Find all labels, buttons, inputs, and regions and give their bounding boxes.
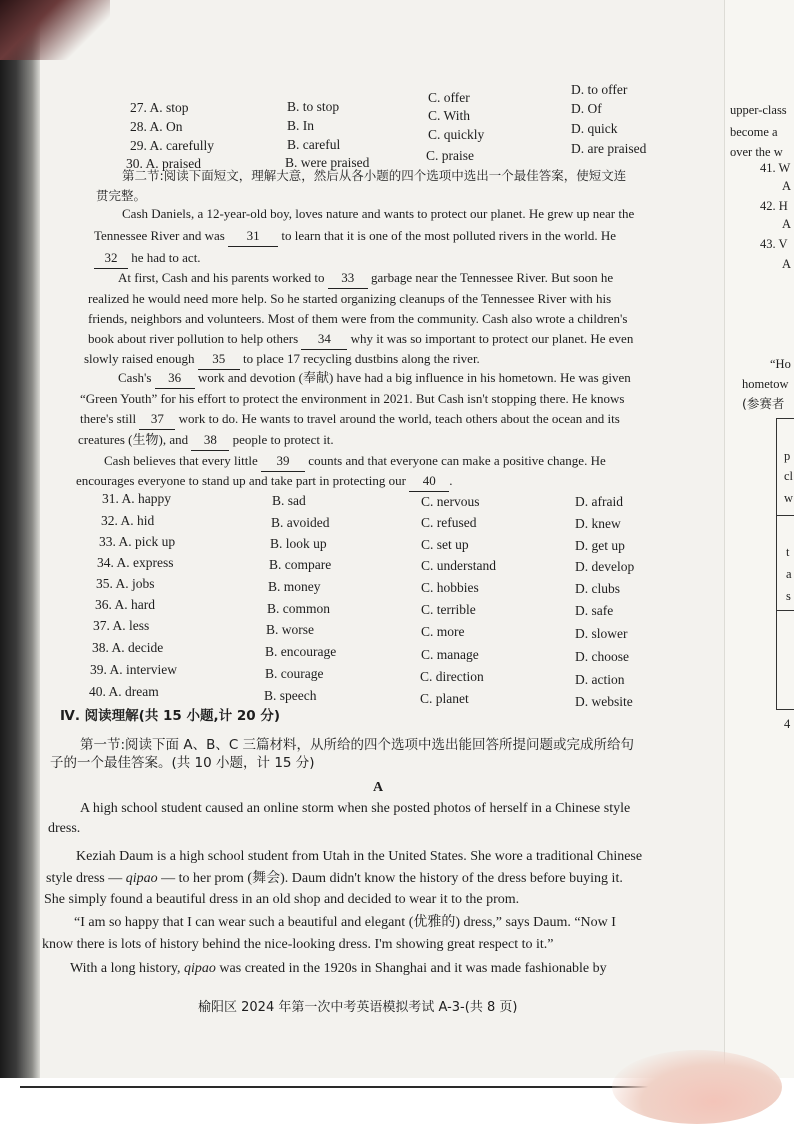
option-d: D. clubs xyxy=(575,581,620,596)
option-29-d: D. quick xyxy=(571,121,618,136)
passage-line: At first, Cash and his parents worked to 33 garbage near the Tennessee River. But soon he xyxy=(118,268,613,289)
adjacent-text: “Ho xyxy=(770,357,791,371)
blank-33: 33 xyxy=(328,268,368,289)
option-30-c: C. praise xyxy=(426,148,474,163)
option-c: C. hobbies xyxy=(421,580,479,595)
option-a: 38. A. decide xyxy=(92,640,164,655)
option-a: 33. A. pick up xyxy=(99,534,176,549)
option-c: C. nervous xyxy=(421,494,480,509)
passage-a-line: know there is lots of history behind the nice-looking dress. I'm showing great respect to it.” xyxy=(42,937,554,952)
option-c: C. terrible xyxy=(421,602,476,617)
table-cell-text: p xyxy=(784,449,791,463)
option-d: D. slower xyxy=(575,626,628,641)
adjacent-text: become a xyxy=(730,125,778,139)
option-a: 36. A. hard xyxy=(95,597,155,612)
passage-line: friends, neighbors and volunteers. Most of them were from the community. Cash also wrote a children's xyxy=(88,311,628,326)
option-a: 34. A. express xyxy=(97,555,174,570)
option-b: B. compare xyxy=(269,557,332,572)
passage-a-line: “I am so happy that I can wear such a beautiful and elegant (优雅的) dress,” says Daum. “Now I xyxy=(74,915,616,930)
option-c: C. set up xyxy=(421,537,469,552)
option-b: B. avoided xyxy=(271,515,330,530)
blank-35: 35 xyxy=(198,349,240,370)
section2-instruction: 第二节:阅读下面短文，理解大意，然后从各小题的四个选项中选出一个最佳答案，使短文连 xyxy=(122,168,627,183)
option-b: B. sad xyxy=(272,493,306,508)
adjacent-text: hometow xyxy=(742,377,789,391)
passage-a-line: dress. xyxy=(48,821,81,836)
passage-line: 32 he had to act. xyxy=(94,248,201,269)
finger-blur xyxy=(612,1050,782,1124)
option-d: D. afraid xyxy=(575,494,623,509)
option-c: C. direction xyxy=(420,669,484,684)
option-b: B. speech xyxy=(264,688,317,703)
option-a: 31. A. happy xyxy=(102,491,171,506)
blank-37: 37 xyxy=(139,409,175,430)
adjacent-question: 42. H xyxy=(760,199,788,213)
option-b: B. encourage xyxy=(265,644,337,659)
table-cell-text: a xyxy=(786,567,792,581)
table-cell-text: t xyxy=(786,545,790,559)
option-a: 32. A. hid xyxy=(101,513,155,528)
option-28-c: C. With xyxy=(428,108,470,123)
passage-line: encourages everyone to stand up and take part in protecting our 40 . xyxy=(76,471,452,492)
option-d: D. choose xyxy=(575,649,629,664)
page-bottom-edge xyxy=(20,1086,700,1088)
option-30-a: 30. A. praised xyxy=(126,156,201,171)
table-cell-text: s xyxy=(786,589,791,603)
section4-title: Ⅳ. 阅读理解(共 15 小题,计 20 分) xyxy=(60,708,281,724)
option-a: 37. A. less xyxy=(93,618,150,633)
option-c: C. refused xyxy=(421,515,477,530)
passage-a-line: style dress — qipao — to her prom (舞会). Daum didn't know the history of the dress before buying it. xyxy=(46,871,623,886)
table-cell-text: w xyxy=(784,491,794,505)
option-b: B. worse xyxy=(266,622,314,637)
passage-line: there's still 37 work to do. He wants to travel around the world, teach others about the ocean and its xyxy=(80,409,620,430)
option-c: C. understand xyxy=(421,558,496,573)
option-27-a: 27. A. stop xyxy=(130,100,189,115)
passage-line: realized he would need more help. So he started organizing cleanups of the Tennessee River with his xyxy=(88,291,612,306)
option-b: B. common xyxy=(267,601,330,616)
option-28-b: B. In xyxy=(287,118,314,133)
option-d: D. action xyxy=(575,672,625,687)
adjacent-question: 41. W xyxy=(760,161,791,175)
blank-31: 31 xyxy=(228,226,278,247)
adjacent-option: A xyxy=(782,217,792,231)
passage-line: slowly raised enough 35 to place 17 recycling dustbins along the river. xyxy=(84,349,480,370)
table-divider xyxy=(776,610,794,611)
option-29-a: 29. A. carefully xyxy=(130,138,214,153)
passage-line: creatures (生物), and 38 people to protect it. xyxy=(78,430,334,451)
option-30-d: D. are praised xyxy=(571,141,647,156)
passage-a-heading: A xyxy=(373,780,384,795)
page-corner-shadow xyxy=(0,0,110,60)
blank-32: 32 xyxy=(94,248,128,269)
option-b: B. courage xyxy=(265,666,324,681)
option-29-b: B. careful xyxy=(287,137,341,152)
option-a: 35. A. jobs xyxy=(96,576,155,591)
option-a: 40. A. dream xyxy=(89,684,159,699)
option-c: C. planet xyxy=(420,691,469,706)
option-d: D. develop xyxy=(575,559,635,574)
adjacent-text: 4 xyxy=(784,717,791,731)
option-d: D. get up xyxy=(575,538,625,553)
adjacent-text: over the w xyxy=(730,145,783,159)
adjacent-text: upper-class xyxy=(730,103,787,117)
option-c: C. more xyxy=(421,624,465,639)
blank-36: 36 xyxy=(155,368,195,389)
option-28-d: D. Of xyxy=(571,101,602,116)
passage-line: Cash believes that every little 39 counts and that everyone can make a positive change. He xyxy=(104,451,606,472)
passage-a-line: Keziah Daum is a high school student from Utah in the United States. She wore a traditional Chinese xyxy=(76,849,643,864)
section2-instruction-cont: 贯完整。 xyxy=(96,188,147,203)
blank-38: 38 xyxy=(191,430,229,451)
option-27-d: D. to offer xyxy=(571,82,628,97)
table-divider xyxy=(776,515,794,516)
passage-a-line: With a long history, qipao was created in the 1920s in Shanghai and it was made fashionable by xyxy=(70,961,607,976)
table-cell-text: cl xyxy=(784,469,794,483)
passage-line: Cash's 36 work and devotion (奉献) have had a big influence in his hometown. He was given xyxy=(118,368,631,389)
blank-34: 34 xyxy=(301,329,347,350)
passage-line: “Green Youth” for his effort to protect the environment in 2021. But Cash isn't stopping there. He knows xyxy=(80,391,625,406)
section4-instruction-cont: 子的一个最佳答案。(共 10 小题，计 15 分) xyxy=(50,755,315,771)
passage-line: book about river pollution to help others 34 why it was so important to protect our planet. He even xyxy=(88,329,633,350)
option-27-b: B. to stop xyxy=(287,99,340,114)
passage-line: Tennessee River and was 31 to learn that it is one of the most polluted rivers in the world. He xyxy=(94,226,616,247)
blank-40: 40 xyxy=(409,471,449,492)
option-d: D. website xyxy=(575,694,633,709)
option-27-c: C. offer xyxy=(428,90,470,105)
adjacent-option: A xyxy=(782,257,792,271)
option-d: D. safe xyxy=(575,603,614,618)
option-b: B. money xyxy=(268,579,321,594)
option-28-a: 28. A. On xyxy=(130,119,183,134)
option-a: 39. A. interview xyxy=(90,662,177,677)
passage-a-line: A high school student caused an online storm when she posted photos of herself in a Chinese style xyxy=(80,801,631,816)
passage-a-line: She simply found a beautiful dress in an old shop and decided to wear it to the prom. xyxy=(44,892,520,907)
blank-39: 39 xyxy=(261,451,305,472)
option-30-b: B. were praised xyxy=(285,155,370,170)
section4-instruction: 第一节:阅读下面 A、B、C 三篇材料，从所给的四个选项中选出能回答所提问题或完成所给句 xyxy=(80,737,635,753)
option-d: D. knew xyxy=(575,516,621,531)
page-footer: 榆阳区 2024 年第一次中考英语模拟考试 A-3-(共 8 页) xyxy=(198,1000,518,1015)
adjacent-question: 43. V xyxy=(760,237,788,251)
adjacent-option: A xyxy=(782,179,792,193)
passage-line: Cash Daniels, a 12-year-old boy, loves nature and wants to protect our planet. He grew up near the xyxy=(122,206,635,221)
option-b: B. look up xyxy=(270,536,327,551)
option-29-c: C. quickly xyxy=(428,127,485,142)
option-c: C. manage xyxy=(421,647,479,662)
book-spine-shadow xyxy=(0,0,40,1124)
adjacent-text: (参赛者 xyxy=(742,396,785,411)
